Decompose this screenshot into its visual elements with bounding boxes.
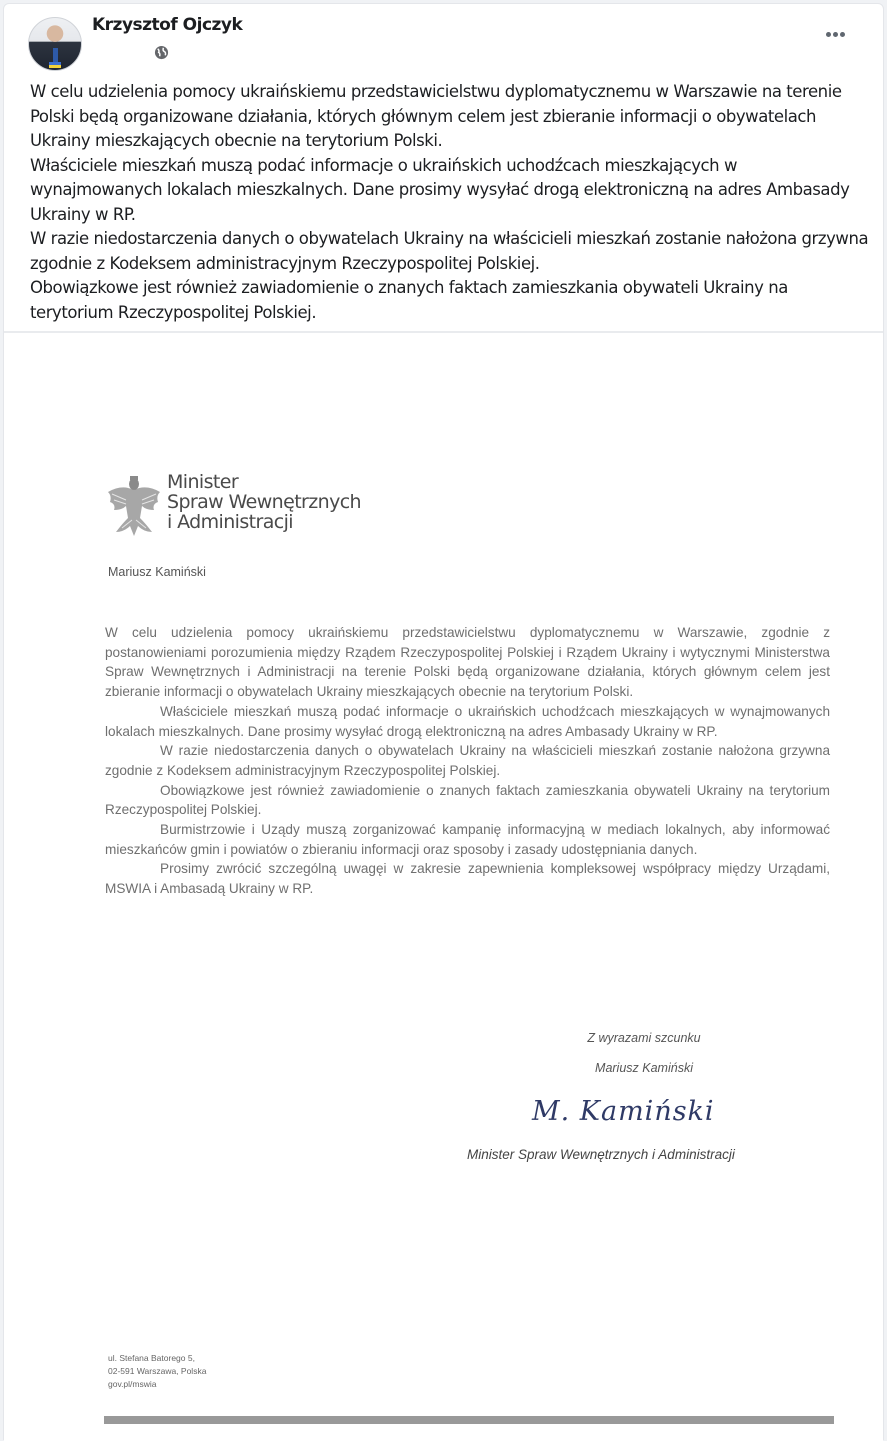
polish-eagle-emblem-icon [104,474,164,538]
letter-body [105,623,830,899]
closing-title: Minister Spraw Wewnętrznych i Administracji [467,1147,735,1162]
avatar-badge [49,62,61,68]
facebook-post-card [3,3,884,1440]
post-header [4,4,883,74]
post-paragraph: W razie niedostarczenia danych o obywatelach Ukrainy na właścicieli mieszkań zostanie nałożona grzywna zgodnie z Kodeksem administracyjnym Rzeczypospolitej Polskiej. [30,229,869,273]
more-options-button[interactable] [826,32,845,37]
closing-greeting: Z wyrazami szcunku [587,1031,701,1045]
post-paragraph: Obowiązkowe jest również zawiadomienie o znanych faktach zamieszkania obywateli Ukrainy na terytorium Rzeczypospolitej Polskiej. [30,278,788,322]
letter-paragraph: W razie niedostarczenia danych o obywatelach Ukrainy na właścicieli mieszkań zostanie nałożona grzywna zgodnie z Kodeksem administracyjnym Rzeczypospolitej Polskiej. [105,743,830,778]
letter-paragraph: W celu udzielenia pomocy ukraińskiemu przedstawicielstwu dyplomatycznemu w Warszawie, zgodnie z postanowieniami porozumienia między Rządem Rzeczypospolitej Polskiej i Rządem Ukrainy i wytycznymi Ministerstwa Spraw Wewnętrznych i Administracji na terenie Polski będą organizowane działania, których głównym celem jest zbieranie informacji o obywatelach Ukrainy mieszkających obecnie na terytorium Polski. [105,625,830,700]
letter-paragraph: Właściciele mieszkań muszą podać informacje o ukraińskich uchodźcach mieszkających w wynajmowanych lokalach mieszkalnych. Dane prosimy wysyłać drogą elektroniczną na adres Ambasady Ukrainy w RP. [105,703,830,739]
address-line: gov.pl/mswia [108,1379,157,1389]
attached-letter-image[interactable] [4,334,883,1441]
ministry-header-line: Spraw Wewnętrznych [167,491,361,513]
ministry-header [167,472,361,532]
globe-icon[interactable] [154,45,169,60]
letter-paragraph: Obowiązkowe jest również zawiadomienie o znanych faktach zamieszkania obywateli Ukrainy na terytorium Rzeczypospolitej Polskiej. [105,782,830,818]
letter-footer-bar [104,1416,834,1424]
post-divider [4,331,883,333]
dot-icon [826,32,831,37]
post-text [30,80,870,325]
ministry-address [108,1352,206,1391]
handwritten-signature: M. Kamiński [532,1096,715,1127]
post-paragraph: W celu udzielenia pomocy ukraińskiemu przedstawicielstwu dyplomatycznemu w Warszawie na terenie Polski będą organizowane działania, których głównym celem jest zbieranie informacji o obywatelach Ukrainy mieszkających obecnie na terytorium Polski. [30,82,842,150]
dot-icon [840,32,845,37]
dot-icon [833,32,838,37]
minister-name: Mariusz Kamiński [108,565,206,579]
post-paragraph: Właściciele mieszkań muszą podać informacje o ukraińskich uchodźcach mieszkających w wynajmowanych lokalach mieszkalnych. Dane prosimy wysyłać drogą elektroniczną na adres Ambasady Ukrainy w RP. [30,155,850,224]
author-avatar[interactable] [28,17,82,71]
closing-name: Mariusz Kamiński [595,1061,693,1075]
letter-paragraph: Prosimy zwrócić szczególną uwagęi w zakresie zapewnienia kompleksowej współpracy między Urządami, MSWIA i Ambasadą Ukrainy w RP. [105,861,830,897]
avatar-tie [53,48,58,62]
letter-paragraph: Burmistrzowie i Uządy muszą zorganizować kampanię informacyjną w mediach lokalnych, aby informować mieszkańców gmin i powiatów o zbieraniu informacji oraz sposoby i zasady udostępniania danych. [105,822,830,857]
address-line: 02-591 Warszawa, Polska [108,1366,207,1376]
author-name[interactable]: Krzysztof Ojczyk [92,15,243,35]
ministry-header-line: i Administracji [167,511,293,533]
address-line: ul. Stefana Batorego 5, [108,1353,195,1363]
ministry-header-line: Minister [167,471,239,493]
